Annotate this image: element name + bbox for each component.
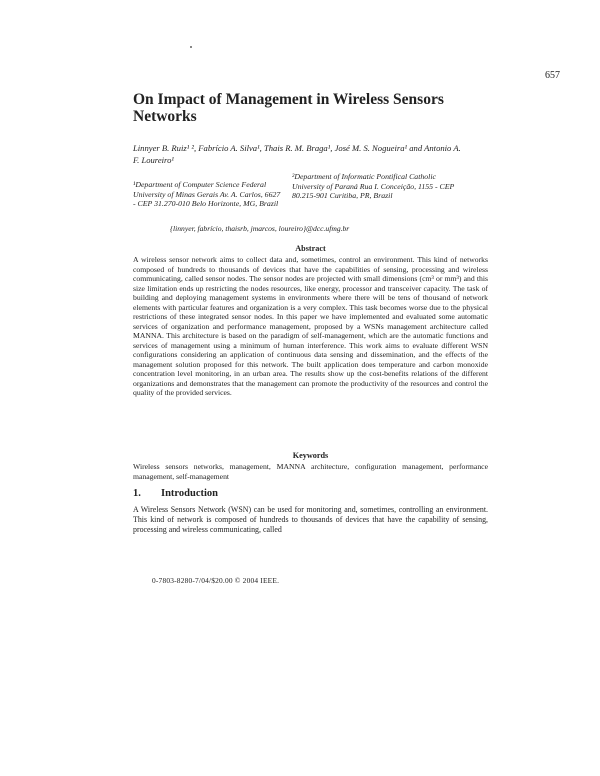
keywords-heading: Keywords xyxy=(292,451,329,460)
section-number: 1. xyxy=(133,488,141,499)
affiliation-2: ²Department of Informatic Pontifical Catholic University of Paraná Rua I. Conceição, 1155 - CEP 80.215-901 Curitiba, PR, Brazil xyxy=(292,172,455,200)
scan-speck xyxy=(190,46,192,48)
author-emails: {linnyer, fabrício, thaisrb, jmarcos, loureiro}@dcc.ufmg.br xyxy=(170,224,350,233)
section-heading-introduction xyxy=(133,488,218,499)
section-title: Introduction xyxy=(161,488,218,499)
abstract-heading: Abstract xyxy=(295,244,326,253)
affiliation-1: ¹Department of Computer Science Federal University of Minas Gerais Av. A. Carlos, 6627 - CEP 31.270-010 Belo Horizonte, MG, Brazil xyxy=(133,180,281,208)
keywords-text: Wireless sensors networks, management, MANNA architecture, configuration management, performance management, self-management xyxy=(133,462,488,481)
author-list: Linnyer B. Ruiz¹ ², Fabrício A. Silva¹, Thais R. M. Braga¹, José M. S. Nogueira¹ and Antonio A. F. Loureiro¹ xyxy=(133,143,461,165)
page-number: 657 xyxy=(545,70,560,81)
introduction-text: A Wireless Sensors Network (WSN) can be used for monitoring and, sometimes, controlling an environment. This kind of network is composed of hundreds to thousands of devices that have the capability of sensing, processing and wireless communicating, called xyxy=(133,505,488,534)
abstract-text: A wireless sensor network aims to collect data and, sometimes, control an environment. This kind of networks composed of hundreds to thousands of devices that have the capabilities of sensing, processing and wireless communicating, called sensor nodes. The sensor nodes are projected with small dimensions (cm³ or mm³) and this size limitation ends up restricting the nodes resources, like energy, processor and transceiver capacity. The task of building and deploying management systems in environments where there will be tens of thousand of network elements with particular features and organization is a very complex. This task becomes worse due to the physical restrictions of these integrated sensor nodes. In this paper we have implemented and evaluated some automatic services of organization and performance management, proposed by a WSNs management architecture called MANNA. This architecture is based on the paradigm of self-management, which are the automatic functions and services of management using a minimum of human interference. This work aims to evaluate different WSN configurations considering an application of continuous data sensing and dissemination, and the effects of the management solution proposed for this network. The built application does temperature and carbon monoxide concentration level monitoring, in an urban area. The results show up the cost-benefits relations of the different organizations and demonstrates that the management can promote the productivity of the resources and control the quality of the provided services. xyxy=(133,255,488,397)
paper-title: On Impact of Management in Wireless Sensors Networks xyxy=(133,91,444,125)
copyright-footer: 0-7803-8280-7/04/$20.00 © 2004 IEEE. xyxy=(152,576,280,585)
